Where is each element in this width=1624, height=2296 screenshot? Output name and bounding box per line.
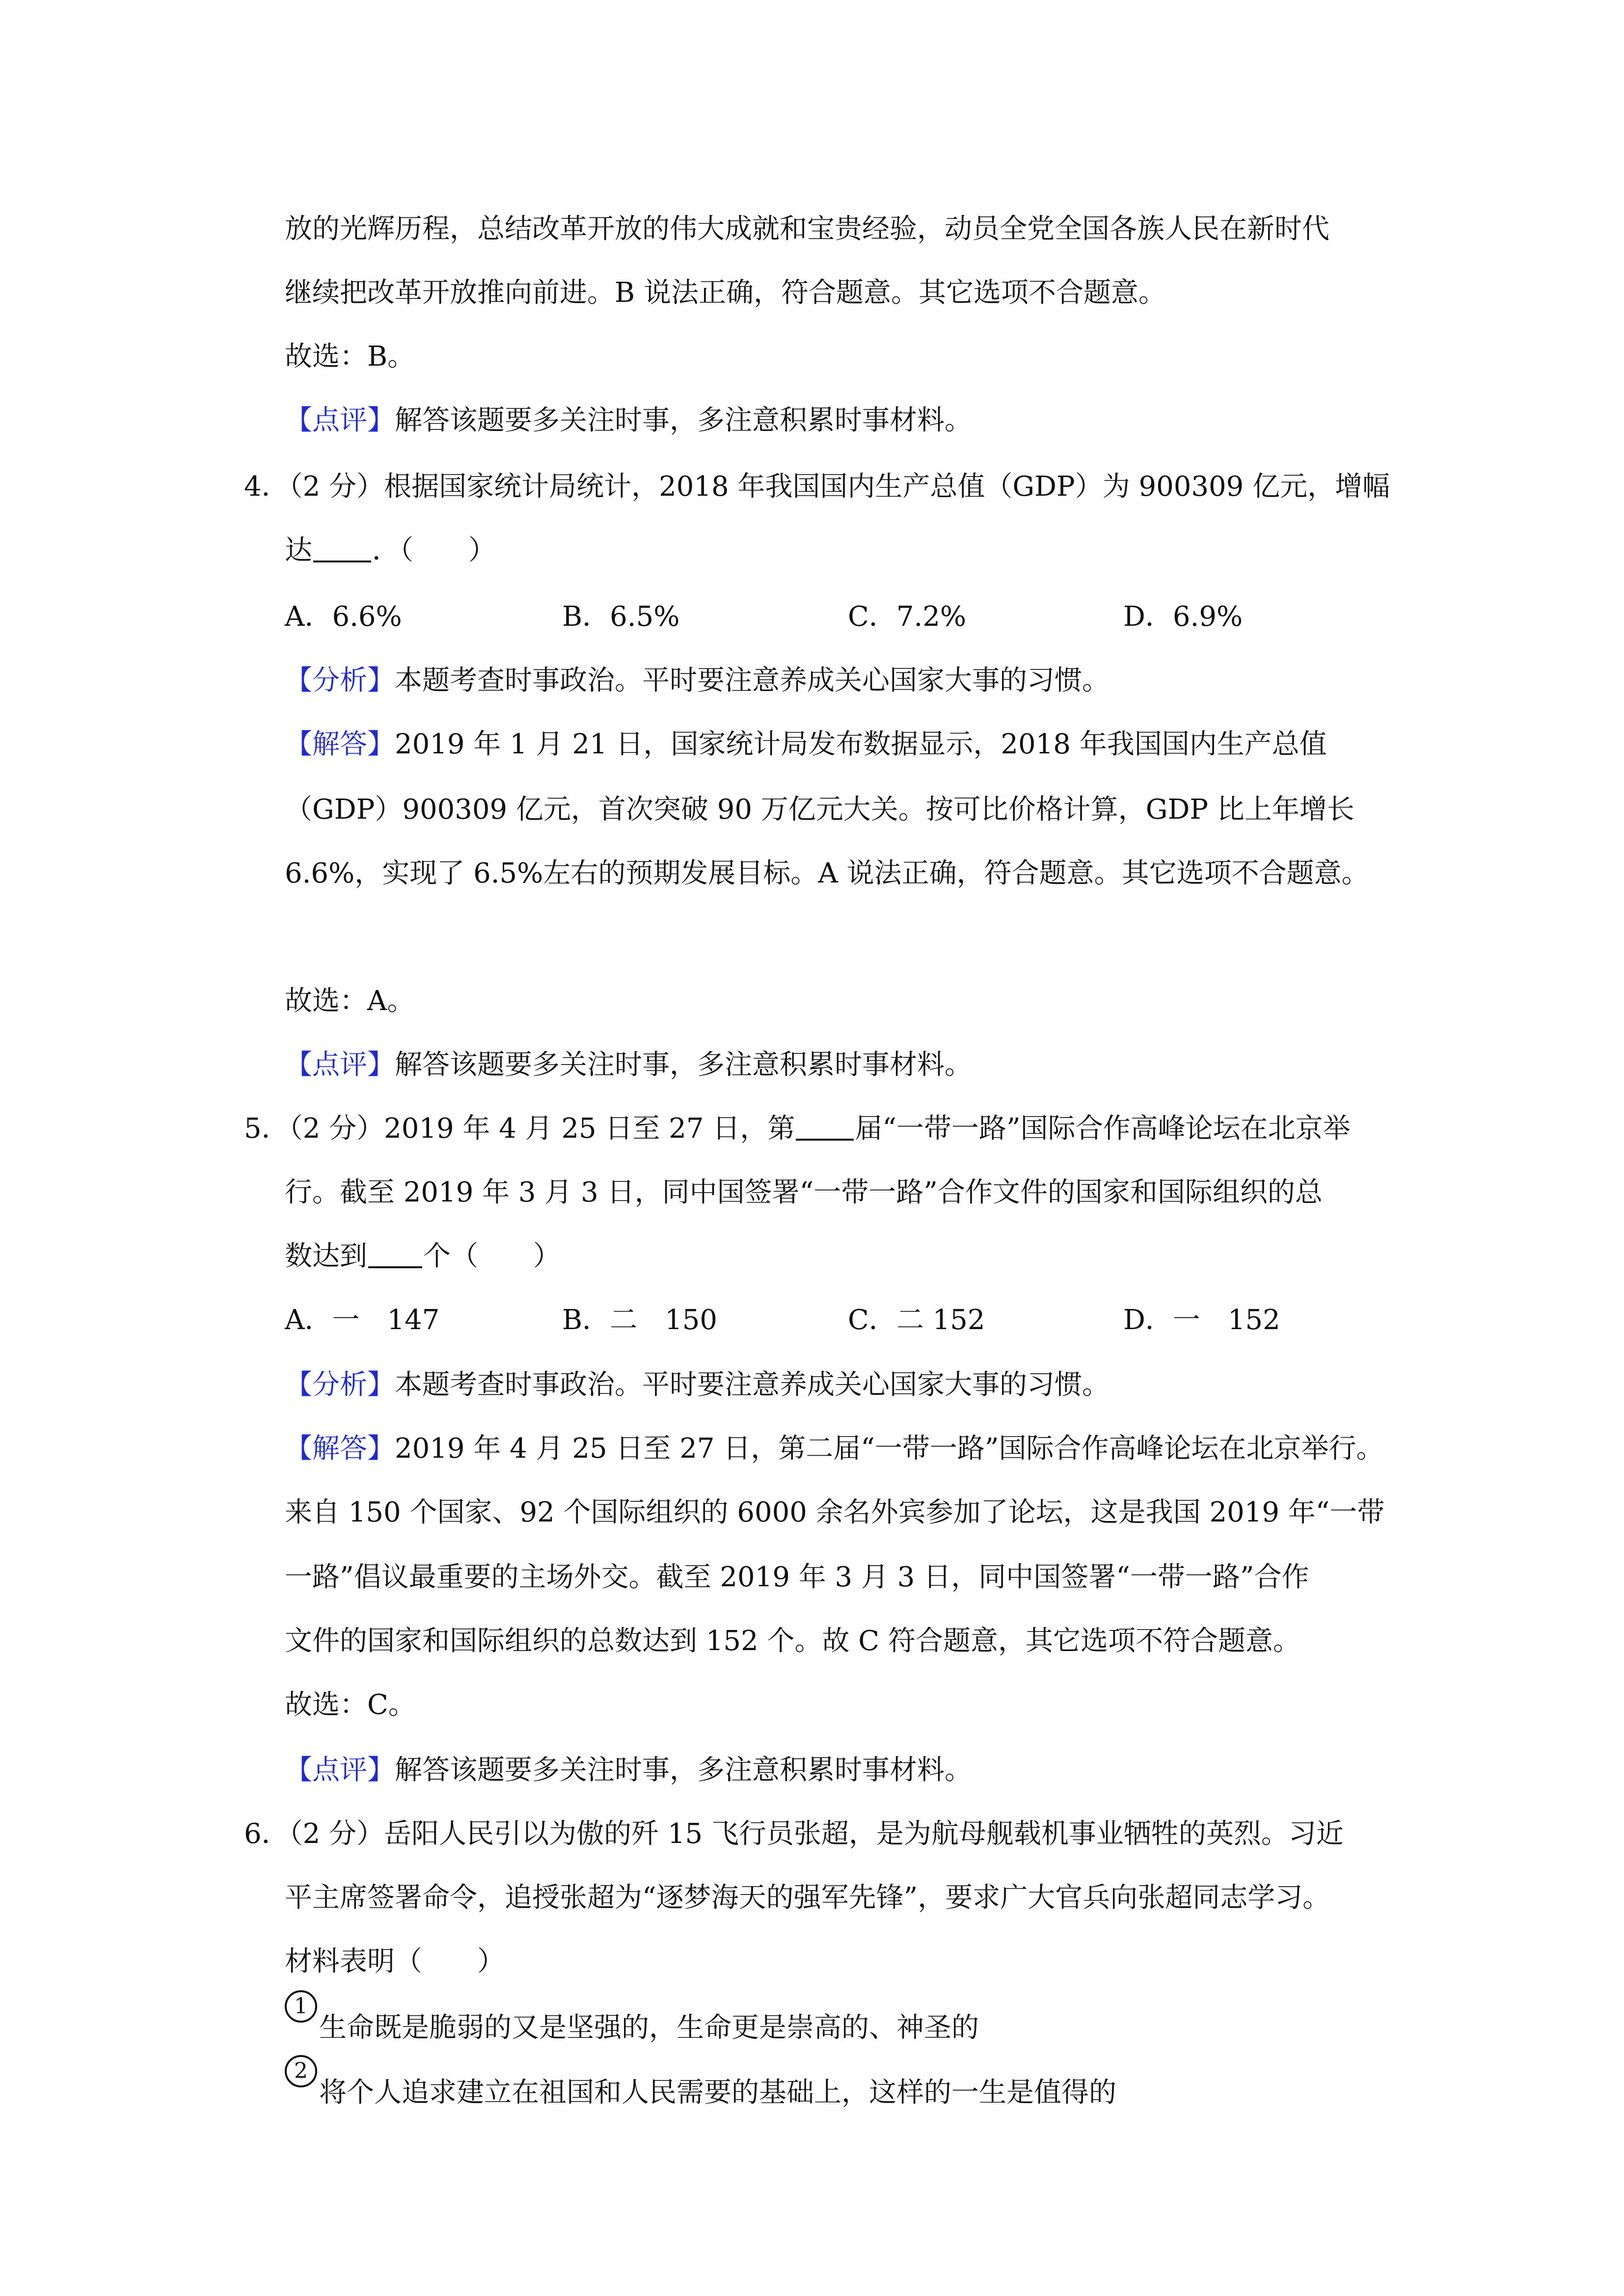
q4-solution-line: （GDP）900309 亿元，首次突破 90 万亿元大关。按可比价格计算，GDP 比上年增长: [285, 794, 1354, 826]
q6-stem: [244, 1814, 1344, 1855]
comment-tag: 【点评】: [285, 1049, 395, 1081]
q4-solution-line: 6.6%，实现了 6.5%左右的预期发展目标。A 说法正确，符合题意。其它选项不合题意。: [285, 857, 1369, 889]
q5-stem: [244, 1108, 1351, 1149]
comment-text: 解答该题要多关注时事，多注意积累时事材料。: [395, 1049, 972, 1081]
comment-text: 解答该题要多关注时事，多注意积累时事材料。: [395, 404, 972, 436]
q4-stem-line2: [285, 530, 496, 571]
q6-stem-line2: 平主席签署命令，追授张超为“逐梦海天的强军先锋”，要求广大官兵向张超同志学习。: [285, 1882, 1330, 1914]
solution-tag: 【解答】: [285, 1433, 395, 1465]
q4-stem: [244, 466, 1390, 507]
comment-text: 解答该题要多关注时事，多注意积累时事材料。: [395, 1754, 972, 1786]
q4-stem-post: ．（ ）: [372, 534, 496, 566]
q5-option-d: D．一 152: [1123, 1304, 1280, 1336]
analysis-tag: 【分析】: [285, 1369, 395, 1401]
question-number: 4．: [244, 471, 289, 503]
q5-stem-line2: 行。截至 2019 年 3 月 3 日，同中国签署“一带一路”合作文件的国家和国际组织的总: [285, 1176, 1323, 1208]
q3-answer: 故选：B。: [285, 341, 415, 373]
item-number-2: 2: [285, 2055, 317, 2087]
solution-text: 2019 年 1 月 21 日，国家统计局发布数据显示，2018 年我国国内生产总值: [395, 728, 1327, 760]
q6-item-1: 生命既是脆弱的又是坚强的，生命更是崇高的、神圣的: [319, 2012, 979, 2044]
q4-option-a: A．6.6%: [285, 601, 402, 633]
q3-comment: [285, 400, 972, 441]
comment-tag: 【点评】: [285, 404, 395, 436]
q4-option-c: C．7.2%: [848, 601, 967, 633]
q5-stem-post: 届“一带一路”国际合作高峰论坛在北京举: [855, 1113, 1351, 1145]
q5-solution-line: 来自 150 个国家、92 个国际组织的 6000 余名外宾参加了论坛，这是我国 2019 年“一带: [285, 1496, 1385, 1528]
q4-option-b: B．6.5%: [562, 601, 680, 633]
question-number: 6．: [244, 1818, 289, 1850]
comment-tag: 【点评】: [285, 1754, 395, 1786]
q5-solution: [285, 1428, 1384, 1469]
analysis-text: 本题考查时事政治。平时要注意养成关心国家大事的习惯。: [395, 1369, 1110, 1401]
q5-comment: [285, 1750, 972, 1791]
solution-text: 2019 年 4 月 25 日至 27 日，第二届“一带一路”国际合作高峰论坛在北京举行。: [395, 1433, 1384, 1465]
q4-stem-text: （2 分）根据国家统计局统计，2018 年我国国内生产总值（GDP）为 900309 亿元，增幅: [289, 471, 1390, 503]
q4-option-d: D．6.9%: [1123, 601, 1243, 633]
q5-stem-pre: （2 分）2019 年 4 月 25 日至 27 日，第: [289, 1113, 795, 1145]
fill-blank: [796, 1111, 854, 1141]
q5-answer: 故选：C。: [285, 1689, 416, 1721]
fill-blank: [313, 533, 371, 562]
item-number-1: 1: [285, 1990, 317, 2023]
question-number: 5．: [244, 1113, 289, 1145]
q3-explanation-line: 继续把改革开放推向前进。B 说法正确，符合题意。其它选项不合题意。: [285, 277, 1166, 309]
q4-solution: [285, 724, 1327, 765]
q5-stem-line3: [285, 1236, 561, 1277]
q5-stem-post: 个（ ）: [423, 1240, 561, 1272]
q6-item-2: 将个人追求建立在祖国和人民需要的基础上，这样的一生是值得的: [319, 2077, 1116, 2109]
q4-stem-pre: 达: [285, 534, 312, 566]
q5-option-c: C．二 152: [848, 1304, 985, 1336]
q5-solution-line: 一路”倡议最重要的主场外交。截至 2019 年 3 月 3 日，同中国签署“一带一路”合作: [285, 1561, 1309, 1593]
q5-stem-pre: 数达到: [285, 1240, 367, 1272]
solution-tag: 【解答】: [285, 728, 395, 760]
q4-comment: [285, 1044, 972, 1086]
q5-option-b: B．二 150: [562, 1304, 718, 1336]
q5-option-a: A．一 147: [285, 1304, 440, 1336]
q5-analysis: [285, 1364, 1110, 1406]
analysis-text: 本题考查时事政治。平时要注意养成关心国家大事的习惯。: [395, 665, 1110, 696]
q6-stem-line3: 材料表明（ ）: [285, 1946, 505, 1977]
analysis-tag: 【分析】: [285, 665, 395, 696]
q5-solution-line: 文件的国家和国际组织的总数达到 152 个。故 C 符合题意，其它选项不符合题意。: [285, 1625, 1300, 1657]
q3-explanation-line: 放的光辉历程，总结改革开放的伟大成就和宝贵经验，动员全党全国各族人民在新时代: [285, 213, 1329, 245]
fill-blank: [368, 1239, 422, 1268]
q6-stem-text: （2 分）岳阳人民引以为傲的歼 15 飞行员张超，是为航母舰载机事业牺牲的英烈。习近: [289, 1818, 1344, 1850]
q4-answer: 故选：A。: [285, 985, 415, 1017]
q4-analysis: [285, 660, 1110, 701]
